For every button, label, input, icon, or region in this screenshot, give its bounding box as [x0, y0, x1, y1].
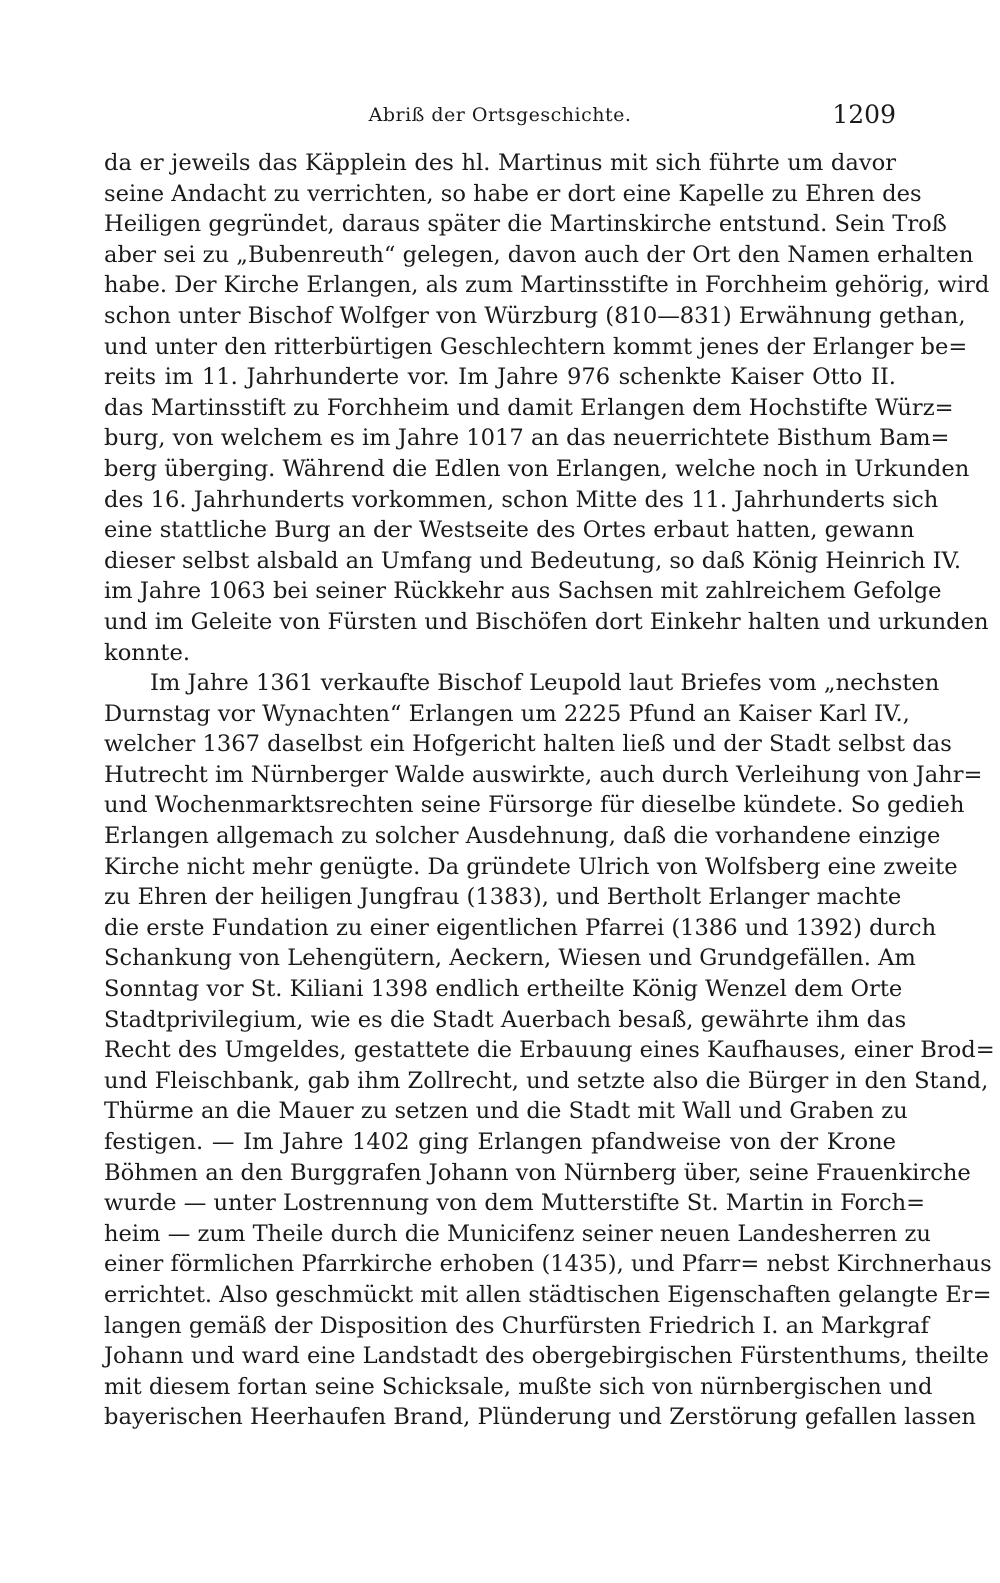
text-line: bayerischen Heerhaufen Brand, Plünderung und Zerstörung gefallen lassen	[104, 1404, 976, 1431]
text-line: Heiligen gegründet, daraus später die Martinskirche entstund. Sein Troß	[104, 211, 947, 238]
text-line: da er jeweils das Käpplein des hl. Martinus mit sich führte um davor	[104, 150, 896, 176]
text-line: des 16. Jahrhunderts vorkommen, schon Mitte des 11. Jahrhunderts sich	[104, 486, 939, 513]
text-line: und im Geleite von Fürsten und Bischöfen dort Einkehr halten und urkunden	[104, 608, 989, 635]
text-line: errichtet. Also geschmückt mit allen städtischen Eigenschaften gelangte Er=	[104, 1281, 992, 1308]
text-line: Sonntag vor St. Kiliani 1398 endlich ertheilte König Wenzel dem Orte	[104, 976, 903, 1003]
text-line: festigen. — Im Jahre 1402 ging Erlangen pfandweise von der Krone	[104, 1129, 896, 1155]
text-line: Erlangen allgemach zu solcher Ausdehnung, daß die vorhandene einzige	[104, 823, 941, 850]
text-line: Böhmen an den Burggrafen Johann von Nürnberg über, seine Frauenkirche	[104, 1159, 971, 1186]
text-line: reits im 11. Jahrhunderte vor. Im Jahre 976 schenkte Kaiser Otto II.	[104, 364, 896, 391]
text-line: einer förmlichen Pfarrkirche erhoben (1435), und Pfarr= nebst Kirchnerhaus	[104, 1251, 992, 1278]
text-line: burg, von welchem es im Jahre 1017 an das neuerrichtete Bisthum Bam=	[104, 425, 950, 452]
text-line: und unter den ritterbürtigen Geschlechtern kommt jenes der Erlanger be=	[104, 333, 968, 360]
text-line: schon unter Bischof Wolfger von Würzburg (810—831) Erwähnung gethan,	[104, 302, 966, 329]
text-line: und Fleischbank, gab ihm Zollrecht, und setzte also die Bürger in den Stand,	[104, 1067, 989, 1094]
text-line: wurde — unter Lostrennung von dem Mutterstifte St. Martin in Forch=	[104, 1190, 926, 1217]
paragraph	[104, 148, 990, 668]
text-line: welcher 1367 daselbst ein Hofgericht halten ließ und der Stadt selbst das	[104, 731, 952, 758]
page-number: 1209	[832, 100, 896, 129]
text-line: Johann und ward eine Landstadt des obergebirgischen Fürstenthums, theilte	[104, 1343, 989, 1370]
text-line: Hutrecht im Nürnberger Walde auswirkte, auch durch Verleihung von Jahr=	[104, 761, 983, 788]
text-line: konnte.	[104, 639, 191, 666]
text-line: das Martinsstift zu Forchheim und damit Erlangen dem Hochstifte Würz=	[104, 394, 954, 421]
text-line: dieser selbst alsbald an Umfang und Bedeutung, so daß König Heinrich IV.	[104, 547, 962, 574]
text-line: seine Andacht zu verrichten, so habe er dort eine Kapelle zu Ehren des	[104, 180, 922, 207]
paragraph	[104, 668, 995, 1433]
page-header	[104, 98, 896, 138]
text-line: berg überging. Während die Edlen von Erlangen, welche noch in Urkunden	[104, 455, 970, 482]
text-line: im Jahre 1063 bei seiner Rückkehr aus Sachsen mit zahlreichem Gefolge	[104, 578, 942, 605]
text-line: zu Ehren der heiligen Jungfrau (1383), und Bertholt Erlanger machte	[104, 884, 902, 911]
text-line: eine stattliche Burg an der Westseite des Ortes erbaut hatten, gewann	[104, 517, 915, 544]
text-line: die erste Fundation zu einer eigentlichen Pfarrei (1386 und 1392) durch	[104, 914, 937, 941]
text-line: Stadtprivilegium, wie es die Stadt Auerbach besaß, gewährte ihm das	[104, 1006, 907, 1033]
text-line: Thürme an die Mauer zu setzen und die Stadt mit Wall und Graben zu	[104, 1098, 908, 1125]
text-line: habe. Der Kirche Erlangen, als zum Martinsstifte in Forchheim gehörig, wird	[104, 272, 990, 299]
text-line: Durnstag vor Wynachten“ Erlangen um 2225 Pfund an Kaiser Karl IV.,	[104, 700, 910, 727]
text-line: und Wochenmarktsrechten seine Fürsorge für dieselbe kündete. So gedieh	[104, 792, 965, 819]
text-line: langen gemäß der Disposition des Churfürsten Friedrich I. an Markgraf	[104, 1312, 930, 1339]
text-line: mit diesem fortan seine Schicksale, mußte sich von nürnbergischen und	[104, 1373, 933, 1400]
text-line: Recht des Umgeldes, gestattete die Erbauung eines Kaufhauses, einer Brod=	[104, 1037, 995, 1064]
body-text	[104, 148, 995, 1433]
text-line: aber sei zu „Bubenreuth“ gelegen, davon auch der Ort den Namen erhalten	[104, 241, 974, 268]
text-line: Kirche nicht mehr genügte. Da gründete Ulrich von Wolfsberg eine zweite	[104, 853, 958, 880]
text-line: Im Jahre 1361 verkaufte Bischof Leupold laut Briefes vom „nechsten	[150, 670, 940, 697]
text-line: Schankung von Lehengütern, Aeckern, Wiesen und Grundgefällen. Am	[104, 945, 916, 972]
running-title: Abriß der Ortsgeschichte.	[368, 104, 632, 126]
text-line: heim — zum Theile durch die Municifenz seiner neuen Landesherren zu	[104, 1220, 931, 1247]
